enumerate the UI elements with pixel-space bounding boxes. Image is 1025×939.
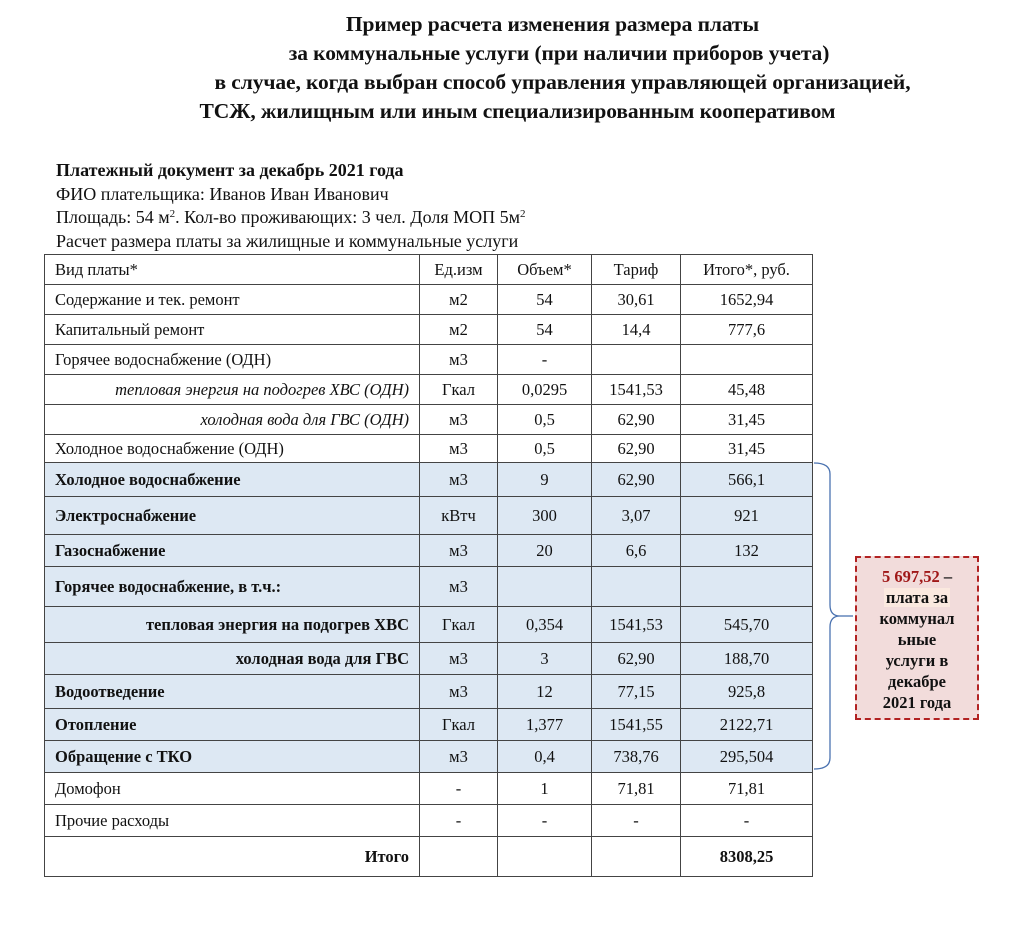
callout-amount-line xyxy=(857,566,977,587)
table-row xyxy=(45,607,813,643)
volume-cell: - xyxy=(498,345,592,375)
service-name: Водоотведение xyxy=(45,675,420,709)
service-name: тепловая энергия на подогрев ХВС (ОДН) xyxy=(45,375,420,405)
unit-cell: Гкал xyxy=(420,375,498,405)
total-cell xyxy=(681,567,813,607)
empty-cell xyxy=(498,837,592,877)
service-name: холодная вода для ГВС (ОДН) xyxy=(45,405,420,435)
total-cell: 132 xyxy=(681,535,813,567)
total-label: Итого xyxy=(45,837,420,877)
callout-dash: – xyxy=(939,567,953,586)
unit-cell: м3 xyxy=(420,741,498,773)
volume-cell: 0,5 xyxy=(498,405,592,435)
tariff-cell xyxy=(592,567,681,607)
title-line: ТСЖ, жилищным или иным специализированным кооперативом xyxy=(199,99,836,123)
table-row xyxy=(45,643,813,675)
service-name: холодная вода для ГВС xyxy=(45,643,420,675)
residents-text: . Кол-во проживающих: 3 чел. Доля МОП 5м xyxy=(175,207,520,227)
total-cell: 31,45 xyxy=(681,435,813,463)
total-cell: 295,504 xyxy=(681,741,813,773)
header-cell: Итого*, руб. xyxy=(681,255,813,285)
unit-cell: м3 xyxy=(420,643,498,675)
brace-icon xyxy=(812,462,857,772)
unit-cell: м3 xyxy=(420,405,498,435)
unit-cell: м2 xyxy=(420,315,498,345)
volume-cell xyxy=(498,567,592,607)
volume-cell: 0,0295 xyxy=(498,375,592,405)
tariff-cell: 1541,53 xyxy=(592,607,681,643)
table-row xyxy=(45,375,813,405)
service-name: Домофон xyxy=(45,773,420,805)
tariff-cell: 1541,53 xyxy=(592,375,681,405)
table-row xyxy=(45,345,813,375)
table-row xyxy=(45,463,813,497)
total-cell: 71,81 xyxy=(681,773,813,805)
table-row xyxy=(45,709,813,741)
service-name: тепловая энергия на подогрев ХВС xyxy=(45,607,420,643)
total-cell: - xyxy=(681,805,813,837)
unit-cell: - xyxy=(420,805,498,837)
unit-cell: м3 xyxy=(420,535,498,567)
total-cell: 545,70 xyxy=(681,607,813,643)
tariff-cell: 62,90 xyxy=(592,435,681,463)
calc-caption: Расчет размера платы за жилищные и коммунальные услуги xyxy=(56,230,519,251)
tariff-cell: 62,90 xyxy=(592,643,681,675)
table-row xyxy=(45,535,813,567)
volume-cell: - xyxy=(498,805,592,837)
tariff-cell: - xyxy=(592,805,681,837)
unit-cell: м3 xyxy=(420,675,498,709)
superscript: 2 xyxy=(169,208,176,220)
total-cell xyxy=(681,345,813,375)
total-cell: 31,45 xyxy=(681,405,813,435)
total-cell: 45,48 xyxy=(681,375,813,405)
table-row xyxy=(45,315,813,345)
total-cell: 2122,71 xyxy=(681,709,813,741)
service-name: Холодное водоснабжение xyxy=(45,463,420,497)
tariff-cell: 14,4 xyxy=(592,315,681,345)
volume-cell: 1,377 xyxy=(498,709,592,741)
tariff-cell: 1541,55 xyxy=(592,709,681,741)
empty-cell xyxy=(420,837,498,877)
volume-cell: 9 xyxy=(498,463,592,497)
table-row xyxy=(45,285,813,315)
callout-amount: 5 697,52 xyxy=(881,567,940,586)
callout-text: плата за xyxy=(885,588,949,607)
service-name: Электроснабжение xyxy=(45,497,420,535)
tariff-cell: 62,90 xyxy=(592,463,681,497)
empty-cell xyxy=(592,837,681,877)
callout-text: 2021 года xyxy=(882,693,952,712)
tariff-cell: 3,07 xyxy=(592,497,681,535)
area-text: Площадь: 54 м xyxy=(56,207,170,227)
header-cell: Тариф xyxy=(592,255,681,285)
document-info xyxy=(56,159,526,253)
unit-cell: кВтч xyxy=(420,497,498,535)
header-cell: Ед.изм xyxy=(420,255,498,285)
table-row xyxy=(45,435,813,463)
unit-cell: Гкал xyxy=(420,709,498,741)
page-title xyxy=(0,10,1025,126)
service-name: Содержание и тек. ремонт xyxy=(45,285,420,315)
payer-name: ФИО плательщика: Иванов Иван Иванович xyxy=(56,183,389,204)
header-cell: Вид платы* xyxy=(45,255,420,285)
title-line: Пример расчета изменения размера платы xyxy=(345,12,760,36)
table-header-row xyxy=(45,255,813,285)
header-cell: Объем* xyxy=(498,255,592,285)
utilities-total-callout xyxy=(855,556,979,720)
total-row xyxy=(45,837,813,877)
service-name: Горячее водоснабжение, в т.ч.: xyxy=(45,567,420,607)
tariff-cell: 30,61 xyxy=(592,285,681,315)
service-name: Горячее водоснабжение (ОДН) xyxy=(45,345,420,375)
volume-cell: 3 xyxy=(498,643,592,675)
table-row xyxy=(45,805,813,837)
unit-cell: м3 xyxy=(420,463,498,497)
unit-cell: м3 xyxy=(420,435,498,463)
volume-cell: 12 xyxy=(498,675,592,709)
service-name: Отопление xyxy=(45,709,420,741)
document-heading: Платежный документ за декабрь 2021 года xyxy=(56,160,404,180)
callout-text: ьные xyxy=(897,630,937,649)
title-line: в случае, когда выбран способ управления управляющей организацией, xyxy=(214,70,911,94)
tariff-cell xyxy=(592,345,681,375)
service-name: Обращение с ТКО xyxy=(45,741,420,773)
tariff-cell: 738,76 xyxy=(592,741,681,773)
superscript: 2 xyxy=(520,208,526,220)
unit-cell: м2 xyxy=(420,285,498,315)
total-cell: 925,8 xyxy=(681,675,813,709)
volume-cell: 54 xyxy=(498,285,592,315)
table-row xyxy=(45,741,813,773)
tariff-cell: 71,81 xyxy=(592,773,681,805)
unit-cell: м3 xyxy=(420,345,498,375)
unit-cell: Гкал xyxy=(420,607,498,643)
payment-table xyxy=(44,254,813,877)
callout-text: декабре xyxy=(888,672,946,691)
volume-cell: 0,5 xyxy=(498,435,592,463)
total-cell: 921 xyxy=(681,497,813,535)
volume-cell: 0,354 xyxy=(498,607,592,643)
service-name: Капитальный ремонт xyxy=(45,315,420,345)
service-name: Прочие расходы xyxy=(45,805,420,837)
volume-cell: 20 xyxy=(498,535,592,567)
total-cell: 1652,94 xyxy=(681,285,813,315)
table-row xyxy=(45,405,813,435)
volume-cell: 54 xyxy=(498,315,592,345)
volume-cell: 1 xyxy=(498,773,592,805)
callout-text: услуги в xyxy=(885,651,949,670)
table-row xyxy=(45,773,813,805)
total-cell: 188,70 xyxy=(681,643,813,675)
service-name: Холодное водоснабжение (ОДН) xyxy=(45,435,420,463)
area-info xyxy=(56,206,526,230)
unit-cell: м3 xyxy=(420,567,498,607)
volume-cell: 300 xyxy=(498,497,592,535)
table-row xyxy=(45,497,813,535)
table-row xyxy=(45,675,813,709)
callout-text: коммунал xyxy=(879,609,955,628)
total-cell: 777,6 xyxy=(681,315,813,345)
total-value: 8308,25 xyxy=(681,837,813,877)
tariff-cell: 77,15 xyxy=(592,675,681,709)
table-row xyxy=(45,567,813,607)
tariff-cell: 6,6 xyxy=(592,535,681,567)
volume-cell: 0,4 xyxy=(498,741,592,773)
total-cell: 566,1 xyxy=(681,463,813,497)
service-name: Газоснабжение xyxy=(45,535,420,567)
unit-cell: - xyxy=(420,773,498,805)
title-line: за коммунальные услуги (при наличии приборов учета) xyxy=(288,41,830,65)
tariff-cell: 62,90 xyxy=(592,405,681,435)
